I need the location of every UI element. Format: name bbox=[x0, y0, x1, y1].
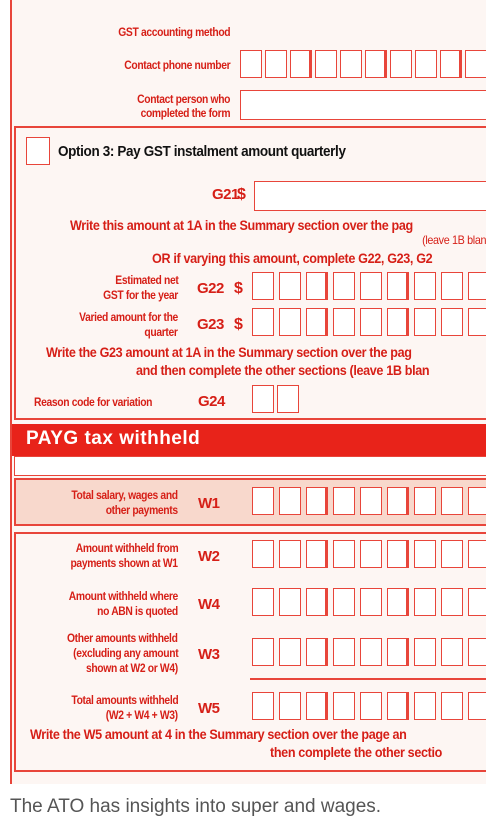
digit-box[interactable] bbox=[333, 540, 355, 568]
g21-code: G21 bbox=[212, 186, 239, 203]
contact-phone-label: Contact phone number bbox=[123, 58, 230, 72]
digit-box[interactable] bbox=[387, 638, 409, 666]
digit-box[interactable] bbox=[252, 540, 274, 568]
g23-instruction-2: and then complete the other sections (leave 1B blan bbox=[136, 362, 430, 378]
g23-label-2: quarter bbox=[144, 325, 178, 339]
digit-box[interactable] bbox=[468, 487, 486, 515]
digit-box[interactable] bbox=[306, 272, 328, 300]
w4-amount-boxes[interactable] bbox=[252, 588, 486, 616]
digit-box[interactable] bbox=[468, 638, 486, 666]
w5-label-1: Total amounts withheld bbox=[71, 693, 178, 707]
w3-label-2: (excluding any amount bbox=[72, 646, 178, 660]
w4-code: W4 bbox=[198, 596, 220, 613]
digit-box[interactable] bbox=[440, 50, 462, 78]
digit-box[interactable] bbox=[441, 588, 463, 616]
contact-person-field[interactable] bbox=[240, 90, 486, 120]
digit-box[interactable] bbox=[365, 50, 387, 78]
digit-box[interactable] bbox=[387, 308, 409, 336]
digit-box[interactable] bbox=[315, 50, 337, 78]
g23-code: G23 bbox=[197, 316, 224, 333]
digit-box[interactable] bbox=[387, 588, 409, 616]
digit-box[interactable] bbox=[465, 50, 486, 78]
digit-box[interactable] bbox=[415, 50, 437, 78]
digit-box[interactable] bbox=[333, 588, 355, 616]
digit-box[interactable] bbox=[252, 272, 274, 300]
ato-bas-form bbox=[10, 0, 486, 784]
digit-box[interactable] bbox=[414, 692, 436, 720]
payg-banner bbox=[12, 424, 486, 456]
digit-box[interactable] bbox=[387, 692, 409, 720]
g21-dollar: $ bbox=[237, 186, 246, 203]
digit-box[interactable] bbox=[306, 638, 328, 666]
digit-box[interactable] bbox=[252, 308, 274, 336]
digit-box[interactable] bbox=[360, 692, 382, 720]
digit-box[interactable] bbox=[414, 308, 436, 336]
digit-box[interactable] bbox=[441, 540, 463, 568]
digit-box[interactable] bbox=[387, 487, 409, 515]
digit-box[interactable] bbox=[360, 487, 382, 515]
digit-box[interactable] bbox=[306, 588, 328, 616]
digit-box[interactable] bbox=[306, 487, 328, 515]
g21-instruction-1: Write this amount at 1A in the Summary section over the pag bbox=[70, 217, 413, 233]
digit-box[interactable] bbox=[360, 638, 382, 666]
digit-box[interactable] bbox=[441, 692, 463, 720]
digit-box[interactable] bbox=[468, 308, 486, 336]
w5-instruction-2: then complete the other sectio bbox=[270, 744, 442, 760]
digit-box[interactable] bbox=[414, 272, 436, 300]
w3-code: W3 bbox=[198, 646, 220, 663]
g22-label-1: Estimated net bbox=[114, 273, 178, 287]
w2-label-2: payments shown at W1 bbox=[70, 556, 178, 570]
digit-box[interactable] bbox=[277, 385, 299, 413]
digit-box[interactable] bbox=[279, 638, 301, 666]
digit-box[interactable] bbox=[252, 588, 274, 616]
g23-amount-boxes[interactable] bbox=[252, 308, 486, 336]
gst-accounting-method-label: GST accounting method bbox=[117, 25, 230, 39]
digit-box[interactable] bbox=[252, 385, 274, 413]
g24-label: Reason code for variation bbox=[34, 395, 153, 409]
w1-amount-boxes[interactable] bbox=[252, 487, 486, 515]
digit-box[interactable] bbox=[306, 692, 328, 720]
g22-label-2: GST for the year bbox=[103, 288, 178, 302]
digit-box[interactable] bbox=[387, 272, 409, 300]
digit-box[interactable] bbox=[414, 540, 436, 568]
digit-box[interactable] bbox=[279, 692, 301, 720]
digit-box[interactable] bbox=[333, 638, 355, 666]
digit-box[interactable] bbox=[333, 272, 355, 300]
digit-box[interactable] bbox=[441, 272, 463, 300]
w3-label-3: shown at W2 or W4) bbox=[86, 661, 178, 675]
w3-amount-boxes[interactable] bbox=[252, 638, 486, 666]
digit-box[interactable] bbox=[279, 540, 301, 568]
digit-box[interactable] bbox=[414, 638, 436, 666]
digit-box[interactable] bbox=[390, 50, 412, 78]
contact-phone-boxes[interactable] bbox=[240, 50, 486, 78]
g21-instruction-2: OR if varying this amount, complete G22, G23, G2 bbox=[152, 250, 433, 266]
digit-box[interactable] bbox=[252, 638, 274, 666]
digit-box[interactable] bbox=[360, 308, 382, 336]
w2-code: W2 bbox=[198, 548, 220, 565]
digit-box[interactable] bbox=[414, 588, 436, 616]
digit-box[interactable] bbox=[468, 272, 486, 300]
digit-box[interactable] bbox=[240, 50, 262, 78]
digit-box[interactable] bbox=[387, 540, 409, 568]
digit-box[interactable] bbox=[333, 487, 355, 515]
w1-label-2: other payments bbox=[105, 503, 178, 517]
w3-w5-divider bbox=[250, 678, 486, 680]
digit-box[interactable] bbox=[265, 50, 287, 78]
digit-box[interactable] bbox=[306, 540, 328, 568]
g21-instruction-1b: (leave 1B blan bbox=[421, 233, 486, 247]
digit-box[interactable] bbox=[333, 308, 355, 336]
w2-amount-boxes[interactable] bbox=[252, 540, 486, 568]
digit-box[interactable] bbox=[360, 540, 382, 568]
digit-box[interactable] bbox=[252, 487, 274, 515]
payg-blank-row bbox=[14, 456, 486, 476]
digit-box[interactable] bbox=[414, 487, 436, 515]
g23-dollar: $ bbox=[234, 316, 243, 333]
w5-code: W5 bbox=[198, 700, 220, 717]
w1-code: W1 bbox=[198, 495, 220, 512]
digit-box[interactable] bbox=[333, 692, 355, 720]
digit-box[interactable] bbox=[360, 272, 382, 300]
digit-box[interactable] bbox=[441, 308, 463, 336]
image-caption: The ATO has insights into super and wages. bbox=[10, 796, 382, 817]
g24-code-boxes[interactable] bbox=[252, 385, 302, 413]
w5-amount-boxes[interactable] bbox=[252, 692, 486, 720]
g22-code: G22 bbox=[197, 280, 224, 297]
w1-label-1: Total salary, wages and bbox=[71, 488, 178, 502]
option3-checkbox[interactable] bbox=[26, 137, 50, 165]
w5-label-2: (W2 + W4 + W3) bbox=[105, 708, 178, 722]
g23-instruction-1: Write the G23 amount at 1A in the Summary section over the pag bbox=[46, 344, 412, 360]
digit-box[interactable] bbox=[340, 50, 362, 78]
digit-box[interactable] bbox=[279, 588, 301, 616]
g22-amount-boxes[interactable] bbox=[252, 272, 486, 300]
g24-code: G24 bbox=[198, 393, 225, 410]
payg-title: PAYG tax withheld bbox=[26, 428, 201, 449]
w2-label-1: Amount withheld from bbox=[75, 541, 178, 555]
w5-instruction-1: Write the W5 amount at 4 in the Summary section over the page an bbox=[30, 726, 407, 742]
digit-box[interactable] bbox=[252, 692, 274, 720]
g22-dollar: $ bbox=[234, 280, 243, 297]
contact-person-label-1: Contact person who bbox=[136, 92, 230, 106]
digit-box[interactable] bbox=[468, 588, 486, 616]
digit-box[interactable] bbox=[279, 487, 301, 515]
w4-label-1: Amount withheld where bbox=[68, 589, 178, 603]
digit-box[interactable] bbox=[360, 588, 382, 616]
g21-amount-field[interactable] bbox=[254, 181, 486, 211]
digit-box[interactable] bbox=[306, 308, 328, 336]
digit-box[interactable] bbox=[468, 540, 486, 568]
digit-box[interactable] bbox=[441, 638, 463, 666]
contact-person-label-2: completed the form bbox=[140, 106, 230, 120]
option3-title: Option 3: Pay GST instalment amount quarterly bbox=[58, 143, 346, 160]
digit-box[interactable] bbox=[468, 692, 486, 720]
digit-box[interactable] bbox=[279, 308, 301, 336]
w3-label-1: Other amounts withheld bbox=[67, 631, 178, 645]
w4-label-2: no ABN is quoted bbox=[97, 604, 178, 618]
g23-label-1: Varied amount for the bbox=[79, 310, 178, 324]
digit-box[interactable] bbox=[290, 50, 312, 78]
digit-box[interactable] bbox=[441, 487, 463, 515]
digit-box[interactable] bbox=[279, 272, 301, 300]
